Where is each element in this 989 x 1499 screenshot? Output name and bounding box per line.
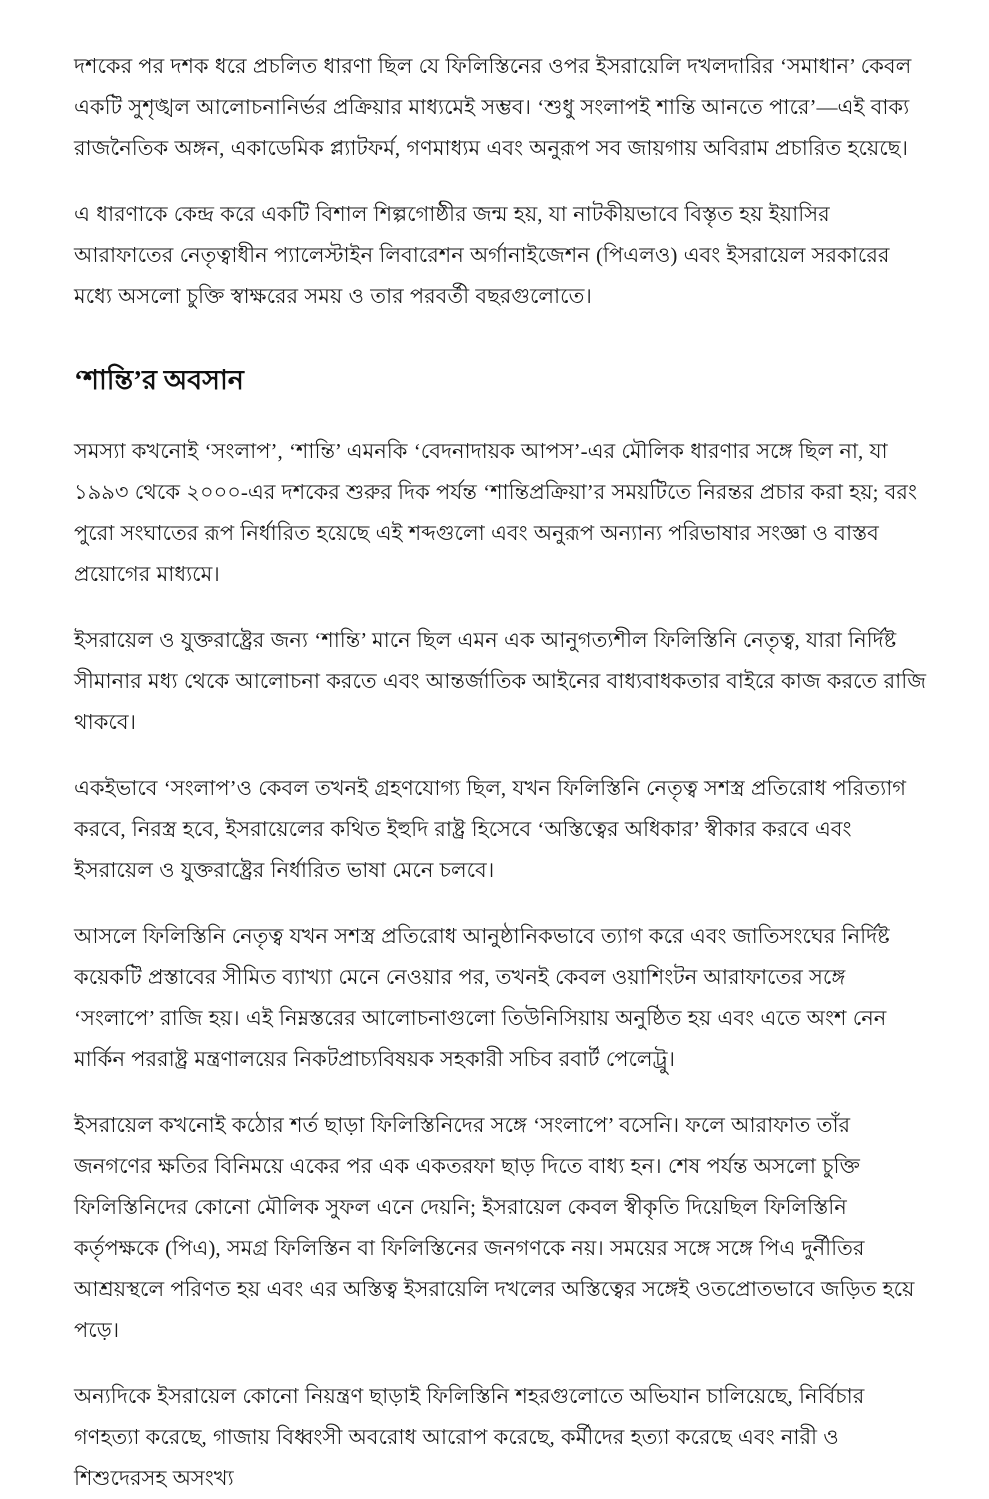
section-paragraph-4: আসলে ফিলিস্তিনি নেতৃত্ব যখন সশস্ত্র প্রতিরোধ আনুষ্ঠানিকভাবে ত্যাগ করে এবং জাতিসংঘের নির্দিষ্ট কয়েকটি প্রস্তাবের সীমিত ব্যাখ্যা মেনে নেওয়ার পর, তখনই কেবল ওয়াশিংটন আরাফাতের সঙ্গে ‘সংলাপে’ রাজি হয়। এই নিম্নস্তরের আলোচনাগুলো তিউনিসিয়ায় অনুষ্ঠিত হয় এবং এতে অংশ নেন মার্কিন পররাষ্ট্র মন্ত্রণালয়ের নিকটপ্রাচ্যবিষয়ক সহকারী সচিব রবার্ট পেলেট্রু। (74, 924, 890, 1071)
section-paragraph-3: একইভাবে ‘সংলাপ’ও কেবল তখনই গ্রহণযোগ্য ছিল, যখন ফিলিস্তিনি নেতৃত্ব সশস্ত্র প্রতিরোধ পরিত্যাগ করবে, নিরস্ত্র হবে, ইসরায়েলের কথিত ইহুদি রাষ্ট্র হিসেবে ‘অস্তিত্বের অধিকার’ স্বীকার করবে এবং ইসরায়েল ও যুক্তরাষ্ট্রের নির্ধারিত ভাষা মেনে চলবে। (74, 776, 907, 882)
section-heading: ‘শান্তি’র অবসান (74, 365, 244, 395)
section-paragraph-1: সমস্যা কখনোই ‘সংলাপ’, ‘শান্তি’ এমনকি ‘বেদনাদায়ক আপস’-এর মৌলিক ধারণার সঙ্গে ছিল না, যা ১৯৯৩ থেকে ২০০০-এর দশকের শুরুর দিক পর্যন্ত ‘শান্তিপ্রক্রিয়া’র সময়টিতে নিরন্তর প্রচার করা হয়; বরং পুরো সংঘাতের রূপ নির্ধারিত হয়েছে এই শব্দগুলো এবং অনুরূপ অন্যান্য পরিভাষার সংজ্ঞা ও বাস্তব প্রয়োগের মাধ্যমে। (74, 439, 918, 586)
section-paragraph-6-truncated: অন্যদিকে ইসরায়েল কোনো নিয়ন্ত্রণ ছাড়াই ফিলিস্তিনি শহরগুলোতে অভিযান চালিয়েছে, নির্বিচার গণহত্যা করেছে, গাজায় বিধ্বংসী অবরোধ আরোপ করেছে, কর্মীদের হত্যা করেছে এবং নারী ও শিশুদেরসহ অসংখ্য (74, 1384, 865, 1490)
section-paragraph-2: ইসরায়েল ও যুক্তরাষ্ট্রের জন্য ‘শান্তি’ মানে ছিল এমন এক আনুগত্যশীল ফিলিস্তিনি নেতৃত্ব, যারা নির্দিষ্ট সীমানার মধ্য থেকে আলোচনা করতে এবং আন্তর্জাতিক আইনের বাধ্যবাধকতার বাইরে কাজ করতে রাজি থাকবে। (74, 628, 927, 734)
section-paragraph-5: ইসরায়েল কখনোই কঠোর শর্ত ছাড়া ফিলিস্তিনিদের সঙ্গে ‘সংলাপে’ বসেনি। ফলে আরাফাত তাঁর জনগণের ক্ষতির বিনিময়ে একের পর এক একতরফা ছাড় দিতে বাধ্য হন। শেষ পর্যন্ত অসলো চুক্তি ফিলিস্তিনিদের কোনো মৌলিক সুফল এনে দেয়নি; ইসরায়েল কেবল স্বীকৃতি দিয়েছিল ফিলিস্তিনি কর্তৃপক্ষকে (পিএ), সমগ্র ফিলিস্তিন বা ফিলিস্তিনের জনগণকে নয়। সময়ের সঙ্গে সঙ্গে পিএ দুর্নীতির আশ্রয়স্থলে পরিণত হয় এবং এর অস্তিত্ব ইসরায়েলি দখলের অস্তিত্বের সঙ্গেই ওতপ্রোতভাবে জড়িত হয়ে পড়ে। (74, 1113, 915, 1342)
intro-paragraph-2: এ ধারণাকে কেন্দ্র করে একটি বিশাল শিল্পগোষ্ঠীর জন্ম হয়, যা নাটকীয়ভাবে বিস্তৃত হয় ইয়াসির আরাফাতের নেতৃত্বাধীন প্যালেস্টাইন লিবারেশন অর্গানাইজেশন (পিএলও) এবং ইসরায়েল সরকারের মধ্যে অসলো চুক্তি স্বাক্ষরের সময় ও তার পরবর্তী বছরগুলোতে। (74, 202, 890, 308)
intro-paragraph-1: দশকের পর দশক ধরে প্রচলিত ধারণা ছিল যে ফিলিস্তিনের ওপর ইসরায়েলি দখলদারির ‘সমাধান’ কেবল একটি সুশৃঙ্খল আলোচনানির্ভর প্রক্রিয়ার মাধ্যমেই সম্ভব। ‘শুধু সংলাপই শান্তি আনতে পারে’—এই বাক্য রাজনৈতিক অঙ্গন, একাডেমিক প্ল্যাটফর্ম, গণমাধ্যম এবং অনুরূপ সব জায়গায় অবিরাম প্রচারিত হয়েছে। (74, 54, 912, 160)
